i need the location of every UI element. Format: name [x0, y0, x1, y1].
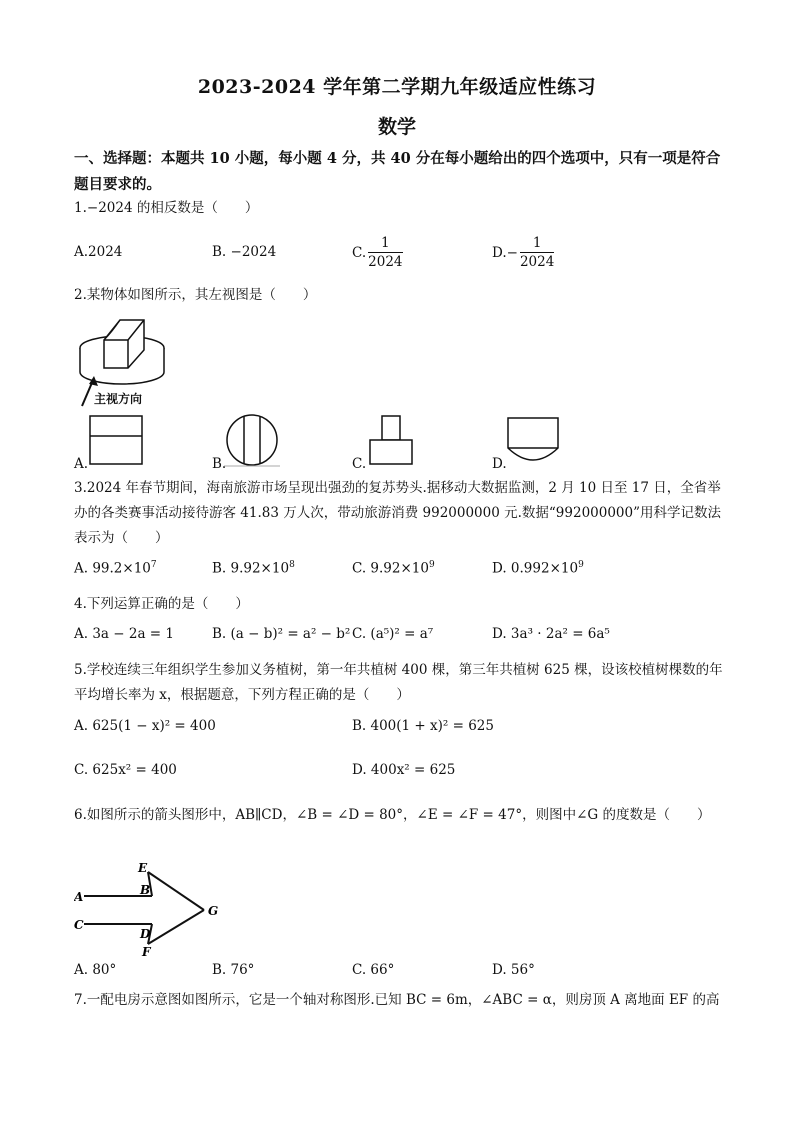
label-b: B [140, 883, 151, 897]
question-3-stem: 3.2024 年春节期间，海南旅游市场呈现出强劲的复苏势头.据移动大数据监测，2 月 10 日至 17 日，全省举办的各类赛事活动接待游客 41.83 万人次，带动旅游消费 992000000 元.数据“992000000”用科学记数法表示为（ ） [74, 480, 722, 546]
q2-option-c: C. [352, 456, 367, 472]
q2-option-a: A. [74, 456, 89, 472]
question-3-options [74, 560, 754, 590]
q6-option-b: B. 76° [212, 962, 255, 978]
q2-option-b: B. [212, 456, 227, 472]
q4-option-a: A. 3a − 2a = 1 [74, 626, 174, 642]
q1-option-d-fraction [520, 234, 554, 271]
label-c: C [74, 918, 84, 932]
label-d: D [140, 927, 151, 941]
q1-option-d [492, 234, 554, 271]
label-a: A [74, 890, 84, 904]
q2-option-d-figure [504, 414, 562, 470]
q6-option-d: D. 56° [492, 962, 535, 978]
q2-option-c-figure [366, 414, 416, 468]
q3-option-a [74, 560, 157, 577]
label-g: G [208, 904, 219, 918]
q4-option-c: C. (a⁵)² = a⁷ [352, 626, 434, 642]
q4-option-d: D. 3a³ · 2a² = 6a⁵ [492, 626, 610, 642]
question-4-stem: 4.下列运算正确的是（ ） [74, 596, 249, 612]
q5-option-d: D. 400x² = 625 [352, 762, 456, 778]
q2-option-b-figure [224, 414, 280, 468]
q3-d-exponent: 9 [578, 560, 584, 570]
question-6-stem: 6.如图所示的箭头图形中，AB∥CD，∠B = ∠D = 80°，∠E = ∠F = 47°，则图中∠G 的度数是（ ） [74, 807, 711, 823]
q1-d-numerator: 1 [520, 234, 554, 253]
view-direction-label: 主视方向 [94, 392, 143, 406]
q1-d-denominator: 2024 [519, 254, 555, 270]
q4-option-b: B. (a − b)² = a² − b² [212, 626, 351, 642]
label-e: E [138, 861, 148, 875]
q1-option-c-fraction [368, 234, 402, 271]
q6-option-c: C. 66° [352, 962, 395, 978]
q5-option-c: C. 625x² = 400 [74, 762, 177, 778]
q1-c-numerator: 1 [368, 234, 402, 253]
question-7-stem: 7.一配电房示意图如图所示，它是一个轴对称图形.已知 BC = 6m，∠ABC = α，则房顶 A 离地面 EF 的高 [74, 992, 720, 1008]
q5-option-b: B. 400(1 + x)² = 625 [352, 718, 494, 734]
q3-option-c [352, 560, 435, 577]
question-5-options-row1 [74, 718, 754, 748]
q6-option-a: A. 80° [74, 962, 117, 978]
q1-option-d-label: D.− [492, 244, 518, 261]
q3-option-b [212, 560, 295, 577]
question-4-options [74, 626, 754, 656]
subject-title: 数学 [377, 116, 416, 138]
question-1-options [74, 235, 754, 270]
q3-a-base: A. 99.2×10 [74, 560, 151, 577]
q1-option-c [352, 234, 403, 271]
q1-option-b: B. −2024 [212, 244, 277, 260]
q3-b-exponent: 8 [289, 560, 295, 570]
question-2-stem: 2.某物体如图所示，其左视图是（ ） [74, 287, 317, 303]
arrow-figure [74, 858, 234, 958]
label-f: F [142, 945, 151, 958]
q1-option-a: A.2024 [74, 244, 123, 260]
q2-option-a-figure [88, 414, 144, 466]
question-5-stem: 5.学校连续三年组织学生参加义务植树，第一年共植树 400 棵，第三年共植树 625 棵，设该校植树棵数的年平均增长率为 x，根据题意，下列方程正确的是（ ） [74, 662, 723, 703]
q3-b-base: B. 9.92×10 [212, 560, 290, 577]
q3-c-exponent: 9 [428, 560, 435, 570]
q3-option-d [492, 560, 584, 577]
q3-a-exponent: 7 [150, 560, 157, 570]
question-1-stem: 1.−2024 的相反数是（ ） [74, 200, 259, 216]
q5-option-a: A. 625(1 − x)² = 400 [74, 718, 216, 734]
section-heading: 一、选择题：本题共 10 小题，每小题 4 分，共 40 分在每小题给出的四个选项中，只有一项是符合题目要求的。 [74, 150, 721, 193]
q3-d-base: D. 0.992×10 [492, 560, 579, 577]
q3-c-base: C. 9.92×10 [352, 560, 429, 577]
q2-option-d: D. [492, 456, 507, 472]
q1-c-denominator: 2024 [368, 254, 403, 270]
q1-option-c-label: C. [352, 244, 367, 261]
page-title: 2023-2024 学年第二学期九年级适应性练习 [197, 76, 597, 98]
question-5-options-row2 [74, 762, 754, 792]
